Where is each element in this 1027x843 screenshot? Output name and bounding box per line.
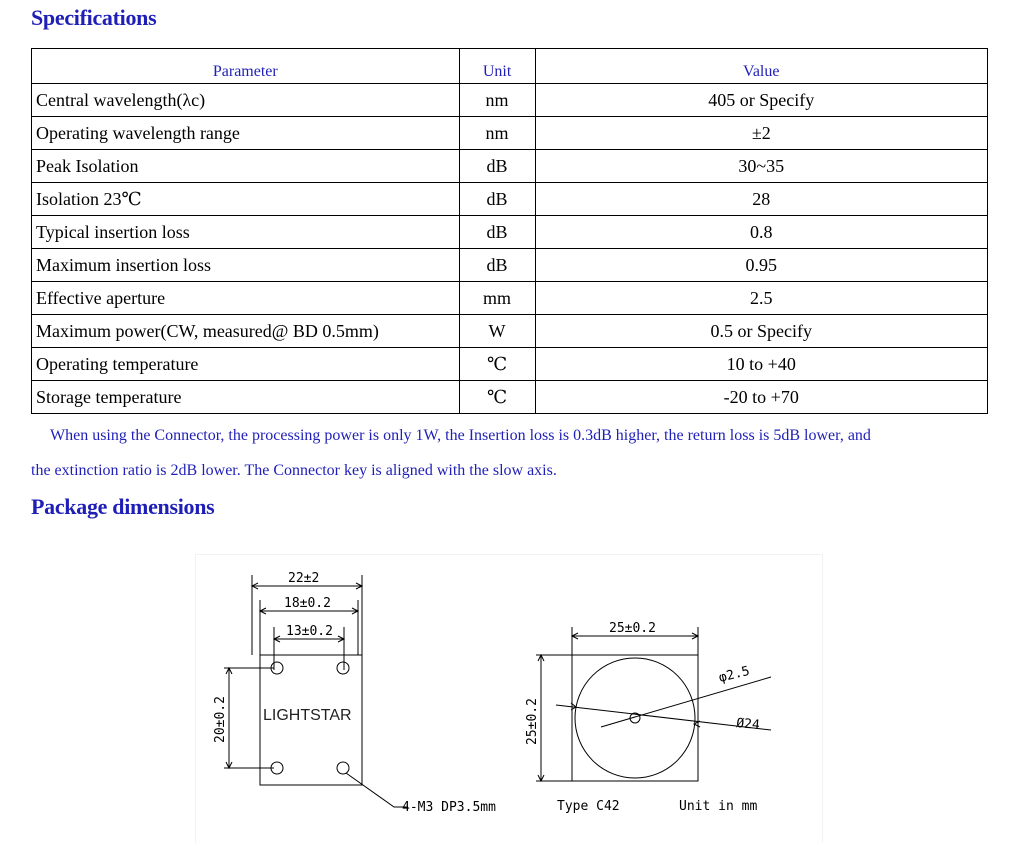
table-row bbox=[32, 216, 988, 249]
cell-unit: nm bbox=[459, 117, 535, 150]
type-label: Type C42 bbox=[557, 799, 620, 814]
cell-value: 0.8 bbox=[535, 216, 987, 249]
aperture-circle bbox=[575, 658, 695, 778]
screw-note: 4-M3 DP3.5mm bbox=[402, 800, 496, 815]
dim-20-label: 20±0.2 bbox=[213, 696, 228, 743]
cell-unit: ℃ bbox=[459, 348, 535, 381]
cell-parameter: Effective aperture bbox=[32, 282, 460, 315]
table-row bbox=[32, 84, 988, 117]
cell-parameter: Maximum insertion loss bbox=[32, 249, 460, 282]
table-row bbox=[32, 315, 988, 348]
cell-value: 405 or Specify bbox=[535, 84, 987, 117]
unit-label: Unit in mm bbox=[679, 799, 758, 814]
dim-phi25-label: φ2.5 bbox=[717, 663, 752, 686]
dim-25-side-label: 25±0.2 bbox=[525, 698, 540, 745]
housing-side-outline bbox=[572, 655, 698, 781]
cell-parameter: Storage temperature bbox=[32, 381, 460, 414]
cell-unit: dB bbox=[459, 183, 535, 216]
cell-unit: nm bbox=[459, 84, 535, 117]
cell-value: 10 to +40 bbox=[535, 348, 987, 381]
table-row bbox=[32, 381, 988, 414]
cell-parameter: Peak Isolation bbox=[32, 150, 460, 183]
cell-parameter: Central wavelength(λc) bbox=[32, 84, 460, 117]
dim-phi24-label: Ø24 bbox=[735, 716, 761, 734]
cell-value: 0.95 bbox=[535, 249, 987, 282]
cell-value: 30~35 bbox=[535, 150, 987, 183]
mount-hole bbox=[337, 762, 349, 774]
dim-25-top-label: 25±0.2 bbox=[609, 621, 656, 636]
cell-value: 28 bbox=[535, 183, 987, 216]
package-dimensions-heading: Package dimensions bbox=[31, 494, 215, 519]
header-parameter: Parameter bbox=[32, 49, 460, 84]
cell-value: 2.5 bbox=[535, 282, 987, 315]
cell-unit: dB bbox=[459, 150, 535, 183]
cell-value: ±2 bbox=[535, 117, 987, 150]
cell-value: -20 to +70 bbox=[535, 381, 987, 414]
cell-unit: dB bbox=[459, 216, 535, 249]
table-row bbox=[32, 183, 988, 216]
table-row bbox=[32, 348, 988, 381]
connector-note-line-2: the extinction ratio is 2dB lower. The Connector key is aligned with the slow axis. bbox=[31, 462, 557, 479]
table-row bbox=[32, 249, 988, 282]
mount-hole bbox=[337, 662, 349, 674]
cell-parameter: Operating wavelength range bbox=[32, 117, 460, 150]
cell-unit: ℃ bbox=[459, 381, 535, 414]
header-unit: Unit bbox=[459, 49, 535, 84]
cell-unit: mm bbox=[459, 282, 535, 315]
dim-22-label: 22±2 bbox=[288, 571, 320, 586]
specifications-heading: Specifications bbox=[31, 5, 157, 30]
cell-value: 0.5 or Specify bbox=[535, 315, 987, 348]
cell-unit: W bbox=[459, 315, 535, 348]
lightstar-logo: LIGHTSTAR bbox=[263, 707, 352, 724]
table-row bbox=[32, 282, 988, 315]
header-value: Value bbox=[535, 49, 987, 84]
cell-parameter: Maximum power(CW, measured@ BD 0.5mm) bbox=[32, 315, 460, 348]
specifications-table bbox=[31, 48, 988, 414]
dim-18-label: 18±0.2 bbox=[284, 596, 331, 611]
table-header-row bbox=[32, 49, 988, 84]
cell-unit: dB bbox=[459, 249, 535, 282]
dimension-drawing-svg bbox=[196, 555, 822, 843]
package-dimensions-drawing bbox=[196, 555, 822, 843]
table-row bbox=[32, 117, 988, 150]
cell-parameter: Operating temperature bbox=[32, 348, 460, 381]
dim-13-label: 13±0.2 bbox=[286, 624, 333, 639]
table-row bbox=[32, 150, 988, 183]
cell-parameter: Isolation 23℃ bbox=[32, 183, 460, 216]
cell-parameter: Typical insertion loss bbox=[32, 216, 460, 249]
connector-note-line-1: When using the Connector, the processing power is only 1W, the Insertion loss is 0.3dB higher, the return loss is 5dB lower, and bbox=[50, 427, 871, 444]
